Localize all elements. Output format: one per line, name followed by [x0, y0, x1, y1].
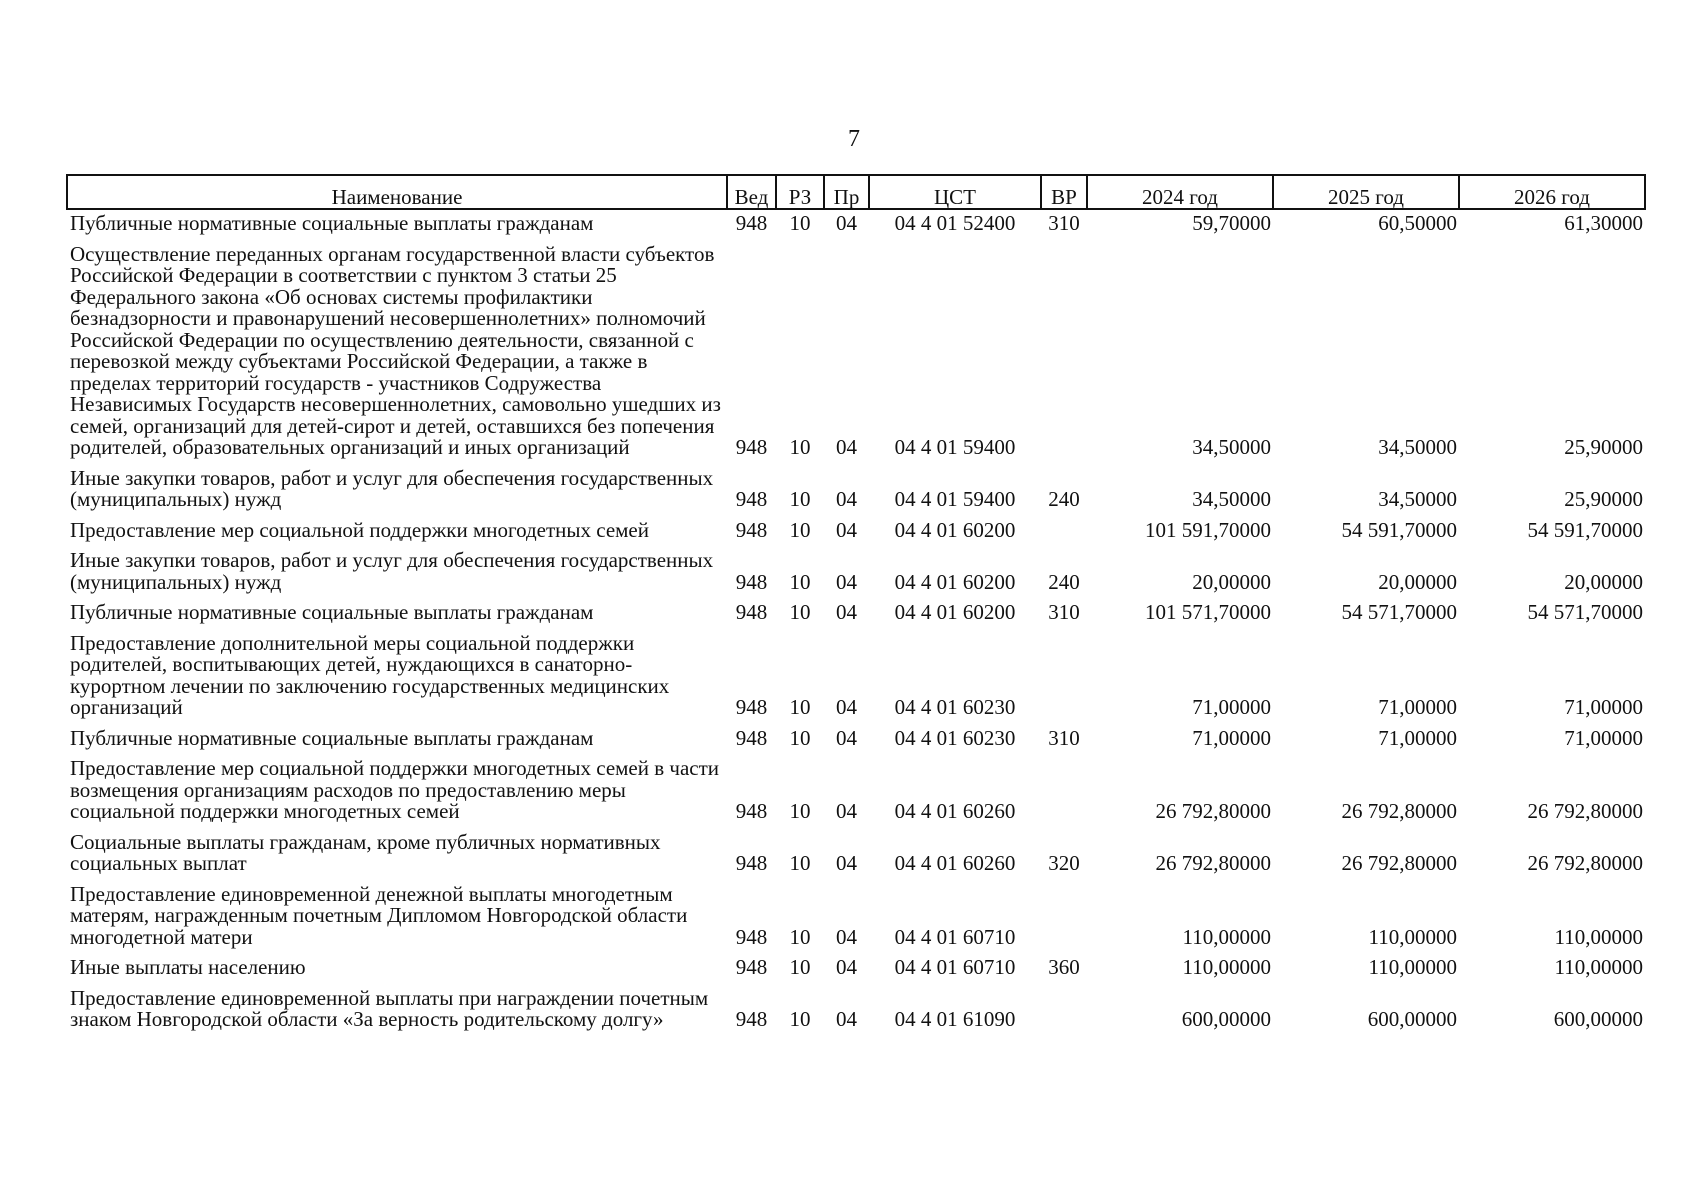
- table-row: [67, 241, 1645, 465]
- table-row: [67, 465, 1645, 517]
- header-ved: Вед: [727, 175, 776, 209]
- cell-vr: 320: [1048, 851, 1080, 875]
- cell-cst: 04 4 01 60200: [894, 600, 1016, 624]
- cell-cst: 04 4 01 60710: [894, 955, 1016, 979]
- cell-2026: 25,90000: [1564, 435, 1643, 459]
- cell-2026: 20,00000: [1564, 569, 1643, 594]
- cell-2024: 26 792,80000: [1155, 799, 1271, 823]
- cell-pr: 04: [836, 211, 857, 235]
- cell-cst: 04 4 01 60710: [894, 924, 1016, 949]
- cell-2025: 54 591,70000: [1341, 517, 1457, 542]
- cell-vr: 360: [1048, 955, 1080, 979]
- table-row: [67, 599, 1645, 630]
- cell-vr: 240: [1048, 569, 1080, 594]
- cell-2024: 110,00000: [1182, 924, 1271, 949]
- cell-rz: 10: [789, 211, 811, 235]
- cell-2025: 34,50000: [1378, 435, 1457, 459]
- header-2026: 2026 год: [1459, 175, 1645, 209]
- cell-2024: 71,00000: [1192, 725, 1271, 750]
- header-pr: Пр: [824, 175, 869, 209]
- cell-pr: 04: [836, 695, 857, 719]
- table-row: [67, 517, 1645, 548]
- cell-pr: 04: [836, 799, 857, 823]
- cell-pr: 04: [836, 517, 857, 542]
- budget-table: [66, 174, 1646, 1037]
- cell-name: Предоставление мер социальной поддержки многодетных семей: [70, 517, 649, 542]
- cell-rz: 10: [789, 517, 811, 542]
- table-row: [67, 829, 1645, 881]
- cell-rz: 10: [789, 600, 811, 624]
- cell-2026: 600,00000: [1553, 1007, 1643, 1031]
- cell-cst: 04 4 01 59400: [894, 435, 1016, 459]
- cell-pr: 04: [836, 600, 857, 624]
- cell-2025: 34,50000: [1378, 487, 1457, 511]
- cell-2026: 54 591,70000: [1527, 517, 1643, 542]
- cell-2025: 110,00000: [1368, 924, 1457, 949]
- cell-2024: 34,50000: [1192, 487, 1271, 511]
- cell-name: Предоставление мер социальной поддержки многодетных семей в части возмещения организациям расходов по предоставлению меры социальной поддержки многодетных семей: [70, 756, 720, 823]
- header-vr: ВР: [1041, 175, 1087, 209]
- header-name: Наименование: [67, 175, 727, 209]
- cell-ved: 948: [735, 600, 768, 624]
- cell-2026: 110,00000: [1554, 955, 1643, 979]
- cell-vr: [1041, 517, 1087, 548]
- header-2025: 2025 год: [1273, 175, 1459, 209]
- cell-vr: 310: [1048, 600, 1080, 624]
- cell-rz: 10: [789, 725, 811, 750]
- cell-cst: 04 4 01 59400: [894, 487, 1016, 511]
- page-number: 7: [848, 126, 860, 152]
- cell-2026: 26 792,80000: [1527, 851, 1643, 875]
- cell-name: Публичные нормативные социальные выплаты гражданам: [70, 211, 594, 235]
- cell-vr: [1041, 630, 1087, 725]
- cell-2026: 71,00000: [1564, 695, 1643, 719]
- cell-2025: 600,00000: [1367, 1007, 1457, 1031]
- cell-cst: 04 4 01 60200: [894, 517, 1016, 542]
- cell-vr: [1041, 881, 1087, 955]
- cell-2025: 110,00000: [1368, 955, 1457, 979]
- header-2024: 2024 год: [1087, 175, 1273, 209]
- cell-pr: 04: [836, 851, 857, 875]
- cell-cst: 04 4 01 60260: [894, 799, 1016, 823]
- cell-2024: 101 571,70000: [1145, 600, 1271, 624]
- cell-rz: 10: [789, 435, 811, 459]
- cell-2024: 71,00000: [1192, 695, 1271, 719]
- cell-2026: 110,00000: [1554, 924, 1643, 949]
- cell-pr: 04: [836, 955, 857, 979]
- cell-name: Иные закупки товаров, работ и услуг для обеспечения государственных (муниципальных) нужд: [70, 548, 714, 594]
- cell-2025: 26 792,80000: [1341, 799, 1457, 823]
- table-header: [67, 175, 1645, 209]
- cell-2026: 26 792,80000: [1527, 799, 1643, 823]
- cell-cst: 04 4 01 61090: [894, 1007, 1016, 1031]
- cell-vr: 310: [1048, 211, 1080, 235]
- cell-rz: 10: [789, 1007, 811, 1031]
- cell-2024: 34,50000: [1192, 435, 1271, 459]
- cell-name: Социальные выплаты гражданам, кроме публичных нормативных социальных выплат: [70, 829, 661, 875]
- cell-rz: 10: [789, 955, 811, 979]
- header-cst: ЦСТ: [869, 175, 1041, 209]
- cell-ved: 948: [735, 851, 768, 875]
- cell-name: Осуществление переданных органам государственной власти субъектов Российской Федерации в соответствии с пунктом 3 статьи 25 Федерального закона «Об основах системы профилактики безнадзорности и правонарушений несовершеннолетних» полномочий Российской Федерации по осуществлению деятельности, связанной с перевозкой между субъектами Российской Федерации, а также в пределах территорий государств - участников Содружества Независимых Государств несовершеннолетних, самовольно ушедших из семей, организаций для детей-сирот и детей, оставшихся без попечения родителей, образовательных организаций и иных организаций: [70, 241, 721, 459]
- cell-2024: 26 792,80000: [1155, 851, 1271, 875]
- cell-rz: 10: [789, 851, 811, 875]
- table-row: [67, 755, 1645, 829]
- cell-2026: 71,00000: [1564, 725, 1643, 750]
- cell-ved: 948: [735, 799, 768, 823]
- cell-ved: 948: [735, 517, 768, 542]
- table-row: [67, 985, 1645, 1037]
- table-row: [67, 630, 1645, 725]
- cell-ved: 948: [735, 569, 768, 594]
- cell-2025: 26 792,80000: [1341, 851, 1457, 875]
- cell-name: Иные выплаты населению: [70, 955, 306, 979]
- cell-2026: 61,30000: [1564, 211, 1643, 235]
- table-row: [67, 881, 1645, 955]
- cell-2025: 71,00000: [1378, 695, 1457, 719]
- cell-cst: 04 4 01 60260: [894, 851, 1016, 875]
- cell-pr: 04: [836, 1007, 857, 1031]
- cell-vr: 310: [1048, 725, 1080, 750]
- cell-2026: 25,90000: [1564, 487, 1643, 511]
- cell-cst: 04 4 01 60230: [894, 695, 1016, 719]
- cell-vr: [1041, 241, 1087, 465]
- cell-name: Иные закупки товаров, работ и услуг для обеспечения государственных (муниципальных) нужд: [70, 465, 714, 511]
- table-row: [67, 547, 1645, 599]
- table-body: [67, 209, 1645, 1037]
- cell-cst: 04 4 01 52400: [894, 211, 1016, 235]
- cell-2025: 60,50000: [1378, 211, 1457, 235]
- cell-ved: 948: [735, 955, 768, 979]
- cell-pr: 04: [836, 924, 857, 949]
- cell-cst: 04 4 01 60230: [894, 725, 1016, 750]
- cell-name: Предоставление единовременной денежной выплаты многодетным матерям, награжденным почетным Дипломом Новгородской области многодетной матери: [70, 881, 688, 949]
- cell-rz: 10: [789, 487, 811, 511]
- table-row: [67, 725, 1645, 756]
- cell-name: Предоставление единовременной выплаты при награждении почетным знаком Новгородской области «За верность родительскому долгу»: [70, 985, 709, 1031]
- cell-ved: 948: [735, 725, 768, 750]
- cell-ved: 948: [735, 211, 768, 235]
- table-row: [67, 209, 1645, 241]
- cell-rz: 10: [789, 695, 811, 719]
- cell-name: Предоставление дополнительной меры социальной поддержки родителей, воспитывающих детей, нуждающихся в санаторно-курортном лечении по заключению государственных медицинских организаций: [70, 630, 670, 719]
- table-row: [67, 954, 1645, 985]
- header-row: [67, 175, 1645, 209]
- cell-2024: 600,00000: [1181, 1007, 1271, 1031]
- cell-vr: 240: [1048, 487, 1080, 511]
- cell-vr: [1041, 755, 1087, 829]
- cell-2026: 54 571,70000: [1527, 600, 1643, 624]
- cell-2024: 20,00000: [1192, 569, 1271, 594]
- cell-rz: 10: [789, 799, 811, 823]
- cell-2024: 110,00000: [1182, 955, 1271, 979]
- header-rz: РЗ: [776, 175, 824, 209]
- cell-cst: 04 4 01 60200: [894, 569, 1016, 594]
- cell-ved: 948: [735, 487, 768, 511]
- cell-pr: 04: [836, 487, 857, 511]
- cell-name: Публичные нормативные социальные выплаты гражданам: [70, 725, 594, 750]
- cell-name: Публичные нормативные социальные выплаты гражданам: [70, 600, 594, 624]
- cell-ved: 948: [735, 1007, 768, 1031]
- cell-rz: 10: [789, 924, 811, 949]
- cell-vr: [1041, 985, 1087, 1037]
- cell-pr: 04: [836, 725, 857, 750]
- cell-pr: 04: [836, 435, 857, 459]
- cell-ved: 948: [735, 435, 768, 459]
- cell-2024: 101 591,70000: [1145, 517, 1271, 542]
- cell-2025: 71,00000: [1378, 725, 1457, 750]
- cell-2025: 54 571,70000: [1341, 600, 1457, 624]
- cell-rz: 10: [789, 569, 811, 594]
- cell-2025: 20,00000: [1378, 569, 1457, 594]
- cell-2024: 59,70000: [1192, 211, 1271, 235]
- cell-ved: 948: [735, 924, 768, 949]
- cell-pr: 04: [836, 569, 857, 594]
- cell-ved: 948: [735, 695, 768, 719]
